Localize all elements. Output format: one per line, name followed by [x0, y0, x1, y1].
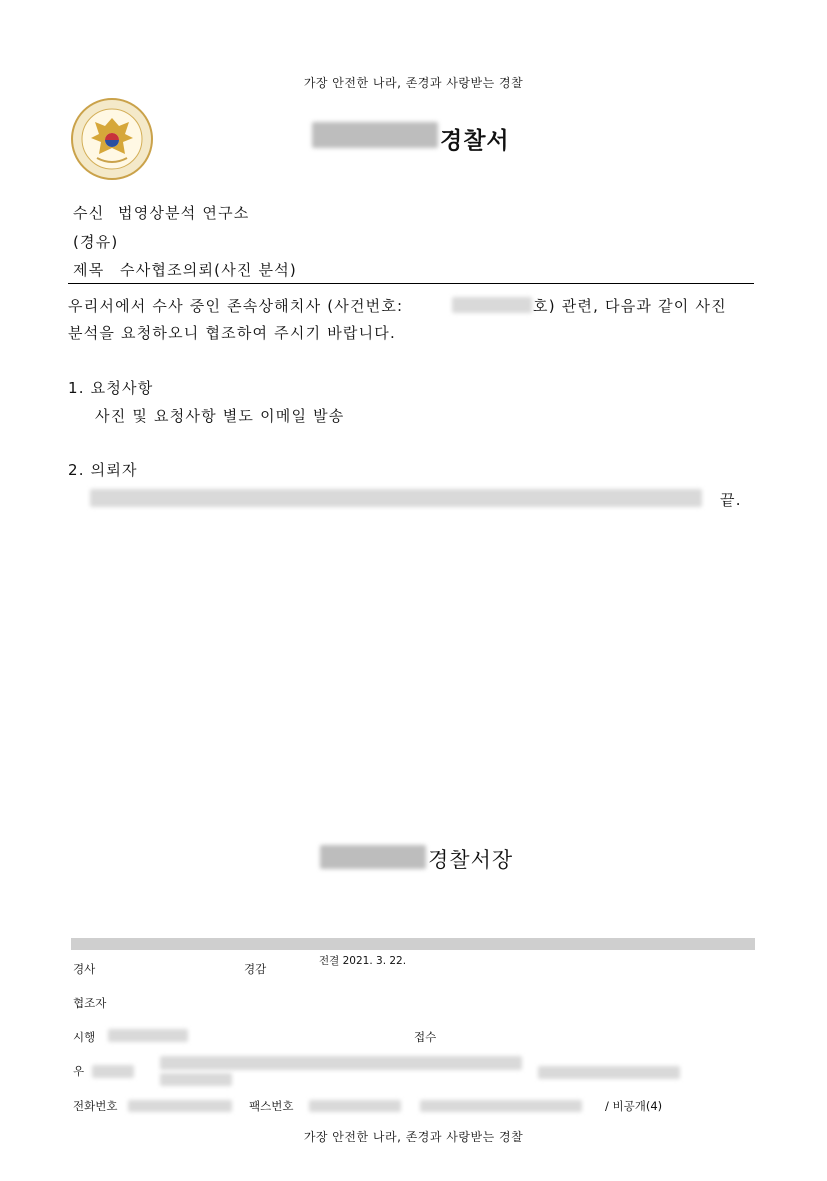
approval-date: 전결 2021. 3. 22.: [319, 955, 407, 967]
postal-label: 우: [73, 1064, 85, 1078]
via-label: (경유): [73, 233, 119, 251]
redacted-station-name: [312, 122, 438, 148]
body-line2: 분석을 요청하오니 협조하여 주시기 바랍니다.: [68, 324, 396, 342]
phone-label: 전화번호: [73, 1099, 118, 1113]
subject-value: 수사협조의뢰(사진 분석): [120, 261, 297, 279]
body-line1-end: 호) 관련, 다음과 같이 사진: [533, 297, 727, 315]
redacted-case-number: [452, 297, 532, 313]
recipient-value: 법영상분석 연구소: [118, 204, 250, 222]
slogan-top: 가장 안전한 나라, 존경과 사랑받는 경찰: [303, 76, 524, 90]
slogan-bottom: 가장 안전한 나라, 존경과 사랑받는 경찰: [303, 1130, 524, 1144]
section1-heading: 1. 요청사항: [68, 379, 154, 397]
chief-title: 경찰서장: [428, 848, 514, 872]
receipt-label: 접수: [414, 1030, 437, 1044]
section1-content: 사진 및 요청사항 별도 이메일 발송: [95, 407, 345, 425]
redacted-address-3: [538, 1066, 680, 1079]
enforcement-label: 시행: [73, 1030, 96, 1044]
redacted-address-1: [160, 1056, 522, 1070]
rank1-label: 경사: [73, 962, 96, 976]
section2-heading: 2. 의뢰자: [68, 461, 138, 479]
redacted-email: [420, 1100, 582, 1112]
station-title: 경찰서: [440, 128, 510, 154]
redacted-phone: [128, 1100, 232, 1112]
cooperator-label: 협조자: [73, 996, 107, 1010]
redacted-postal-code: [92, 1065, 134, 1078]
subject-label: 제목: [73, 261, 105, 279]
redacted-address-2: [160, 1073, 232, 1086]
rank2-label: 경감: [244, 962, 267, 976]
disclosure-label: / 비공개(4): [605, 1099, 663, 1113]
police-emblem-icon: [71, 98, 153, 180]
redacted-fax: [309, 1100, 401, 1112]
redacted-requester: [90, 489, 702, 507]
end-mark: 끝.: [720, 491, 742, 509]
redacted-enforcement-no: [108, 1029, 188, 1042]
body-line1-start: 우리서에서 수사 중인 존속상해치사 (사건번호:: [68, 297, 404, 315]
recipient-label: 수신: [73, 204, 105, 222]
footer-bar: [71, 938, 755, 950]
header-rule: [68, 283, 754, 284]
redacted-chief-station: [320, 845, 426, 869]
fax-label: 팩스번호: [249, 1099, 294, 1113]
